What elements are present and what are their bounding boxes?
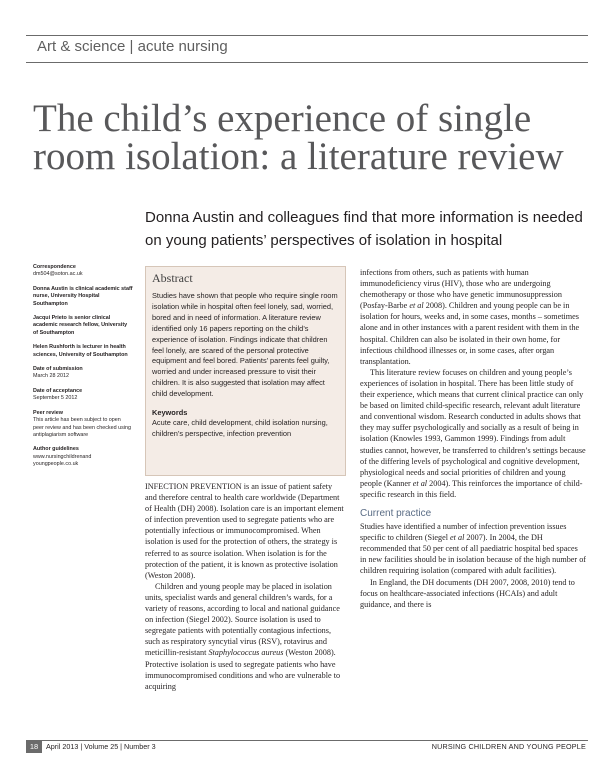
citation-etal: et al (450, 533, 465, 543)
acceptance-date: September 5 2012 (33, 395, 78, 402)
text-run: Studies have identified a number of infection prevention issues specific to children (Siegel (360, 522, 567, 543)
species-name: Staphylococcus aureus (208, 648, 284, 658)
paragraph (145, 581, 345, 692)
text-run: 2007). In 2004, the DH recommended that 50 per cent of all paediatric hospital bed spaces in new facilities should be in isolation because of the high number of children requiring isolation (compared with adult facilities). (360, 533, 587, 576)
citation-etal: et al (412, 478, 428, 488)
text-run: 2008). Children and young people can be in isolation for hours, weeks and, in some cases, months – sometimes alone and in other instances with a parent resident with them in the hospital. Children can also be isolated in their own home, for infectious childhood illnesses or, in some cases, after organ transplantation. (360, 301, 580, 366)
author-info-1 (33, 286, 133, 308)
body-column-right (360, 267, 586, 610)
correspondence-label: Correspondence (33, 264, 76, 270)
article-title: The child’s experience of single room isolation: a literature review (33, 97, 564, 178)
acceptance-block (33, 388, 133, 403)
text-run: This literature review focuses on children and young people’s experiences of isolation in hospital. There has been little study of their experience, which means that current clinical practice can only be based on limited child-specific research, relevant adult literature and conventional wisdom. Research conducted in adults shows that they may suffer psychologically and socially as a result of being in isolation (Knowles 1993, Gammon 1999). Findings from adult studies cannot, however, be transferred to children’s settings because of the differing levels of psychological and cognitive development, physiological needs and social priorities of children and young people (Kanner (360, 367, 586, 488)
guidelines-block (33, 446, 133, 468)
paragraph: In England, the DH documents (DH 2007, 2008, 2010) tend to focus on healthcare-associated infections (HCAIs) and adult guidance, and there is (360, 577, 575, 609)
abstract-box (145, 266, 346, 476)
text-run: infections from others, such as patients with human immunodeficiency virus (HIV), those who are undergoing chemotherapy or those who have genetic immunosuppression (Posfay-Barbe (360, 268, 562, 311)
author-3: Helen Rushforth is lecturer in health sciences, University of Southampton (33, 344, 128, 358)
issue-info: April 2013 | Volume 25 | Number 3 (46, 742, 156, 751)
page-number: 18 (26, 741, 42, 753)
paragraph (360, 267, 586, 367)
acceptance-label: Date of acceptance (33, 387, 83, 394)
section-subheading: Current practice (360, 507, 432, 519)
author-sidebar (33, 264, 133, 476)
paragraph (360, 367, 586, 500)
submission-label: Date of submission (33, 366, 83, 373)
guidelines-label: Author guidelines (33, 446, 79, 453)
peer-review-block (33, 410, 133, 440)
peer-review-label: Peer review (33, 409, 63, 416)
author-1: Donna Austin is clinical academic staff nurse, University Hospital Southampton (33, 285, 133, 307)
author-2: Jacqui Prieto is senior clinical academic research fellow, University of Southampton (33, 315, 128, 336)
text-run: (Weston 2008). Protective isolation is used to segregate patients who have immunocompromised conditions and who are vulnerable to acquiring (145, 648, 341, 691)
text-run: 2004). This reinforces the importance of child-specific research in this field. (360, 478, 583, 499)
article-standfirst: Donna Austin and colleagues find that more information is needed on young patients’ perspectives of isolation in hospital (145, 209, 583, 249)
author-info-3 (33, 344, 133, 359)
submission-block (33, 366, 133, 381)
abstract-body: Studies have shown that people who require single room isolation while in hospital often feel lonely, sad, worried, bored and in need of information. A literature review identified only 16 papers reporting on the child’s experience of isolation. Findings indicate that children feel lonely, are scared of the personal protective equipment and feel bored. Patients’ parents feel guilty, worried and under increased pressure to visit their children. It is also suggested that isolation may affect child development. (152, 291, 338, 399)
keywords-list: Acute care, child development, child isolation nursing, children’s perspective, infection prevention (152, 418, 328, 438)
section-label: Art & science | acute nursing (37, 38, 228, 55)
journal-name: NURSING CHILDREN AND YOUNG PEOPLE (431, 742, 586, 751)
correspondence-email[interactable]: dm504@soton.ac.uk (33, 271, 83, 278)
citation-etal: et al (409, 301, 424, 311)
text-run: Children and young people may be placed in isolation units, specialist wards and general children’s wards, for a variety of reasons, according to local and national guidance on infection (Siegel 2002). Source isolation is used to segregate patients with potentially contagious infections, such as respiratory syncytial virus (RSV), rotavirus and meticillin-resistant (145, 581, 340, 658)
paragraph (360, 521, 586, 576)
correspondence-block (33, 264, 133, 279)
submission-date: March 28 2012 (33, 373, 69, 380)
guidelines-link[interactable]: www.nursingchildrenand youngpeople.co.uk (33, 453, 92, 468)
body-column-left (145, 481, 345, 692)
keywords-label: Keywords (152, 408, 188, 418)
paragraph: INFECTION PREVENTION is an issue of patient safety and therefore central to health care worldwide (Department of Health (DH) 2008). Isolation care is an important element of infection prevention used to segregate patients who are potentially infectious or immunocompromised. When isolation is used for the protection of others, the strategy is referred to as source isolation. When isolation is for the protection of the patient, it is known as protective isolation (Weston 2008). (145, 482, 344, 580)
abstract-heading: Abstract (152, 271, 193, 285)
peer-review-text: This article has been subject to open peer review and has been checked using antiplagiarism software (33, 417, 131, 438)
author-info-2 (33, 315, 133, 337)
